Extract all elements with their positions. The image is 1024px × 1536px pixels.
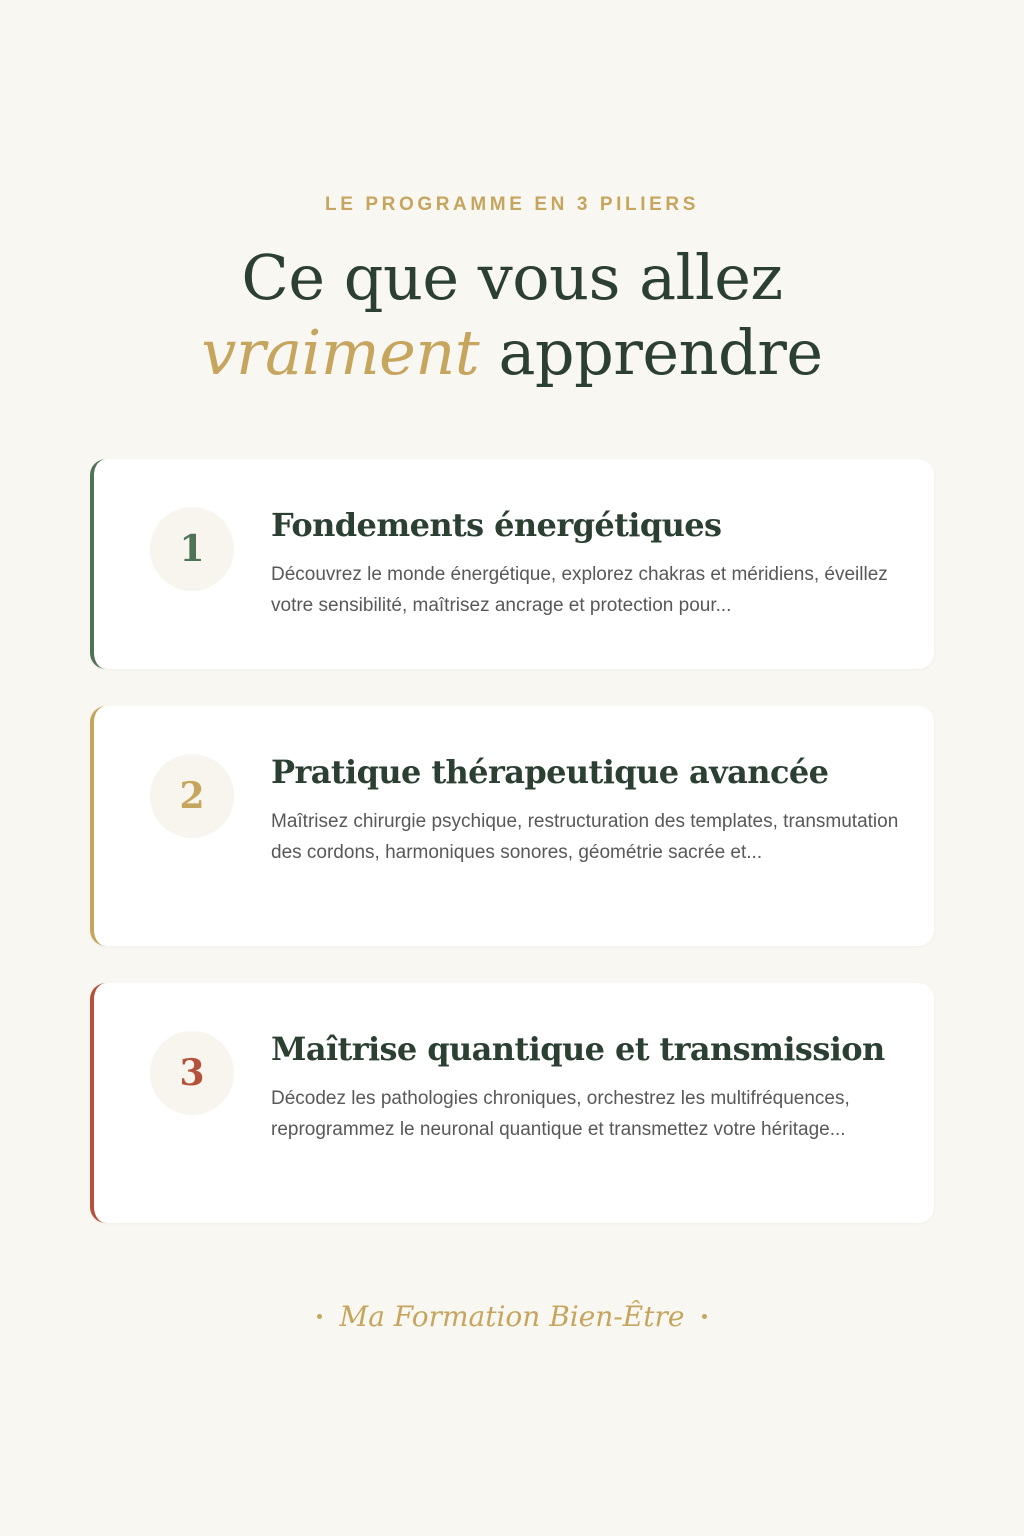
pillar-number-badge-1: 1: [150, 507, 234, 591]
headline-line-1: Ce que vous allez: [241, 241, 783, 314]
pillar-title-2: Pratique thérapeutique avancée: [271, 753, 829, 791]
signature-dot-left: [317, 1314, 322, 1319]
headline-line-2-rest: apprendre: [498, 316, 823, 389]
brand-signature: [0, 1300, 1024, 1333]
pillar-card-1: [90, 459, 934, 669]
pillar-card-3: [90, 983, 934, 1223]
section-eyebrow: LE PROGRAMME EN 3 PILIERS: [325, 194, 699, 215]
section-headline: [0, 240, 1024, 390]
headline-accent-word: vraiment: [201, 316, 480, 389]
signature-text: Ma Formation Bien-Être: [339, 1300, 685, 1333]
pillar-number-badge-2: 2: [150, 754, 234, 838]
pillar-card-2: [90, 706, 934, 946]
pillar-number-badge-3: 3: [150, 1031, 234, 1115]
pillar-description-3: Décodez les pathologies chroniques, orchestrez les multifréquences, reprogrammez le neuronal quantique et transmettez votre héritage...: [271, 1088, 850, 1140]
pillar-description-1: Découvrez le monde énergétique, explorez chakras et méridiens, éveillez votre sensibilité, maîtrisez ancrage et protection pour...: [271, 564, 888, 616]
pillar-description-2: Maîtrisez chirurgie psychique, restructuration des templates, transmutation des cordons, harmoniques sonores, géométrie sacrée et...: [271, 811, 899, 863]
pillar-title-1: Fondements énergétiques: [271, 506, 722, 544]
signature-dot-right: [702, 1314, 707, 1319]
headline-line-2: [0, 315, 1024, 390]
pillar-title-3: Maîtrise quantique et transmission: [271, 1030, 885, 1068]
